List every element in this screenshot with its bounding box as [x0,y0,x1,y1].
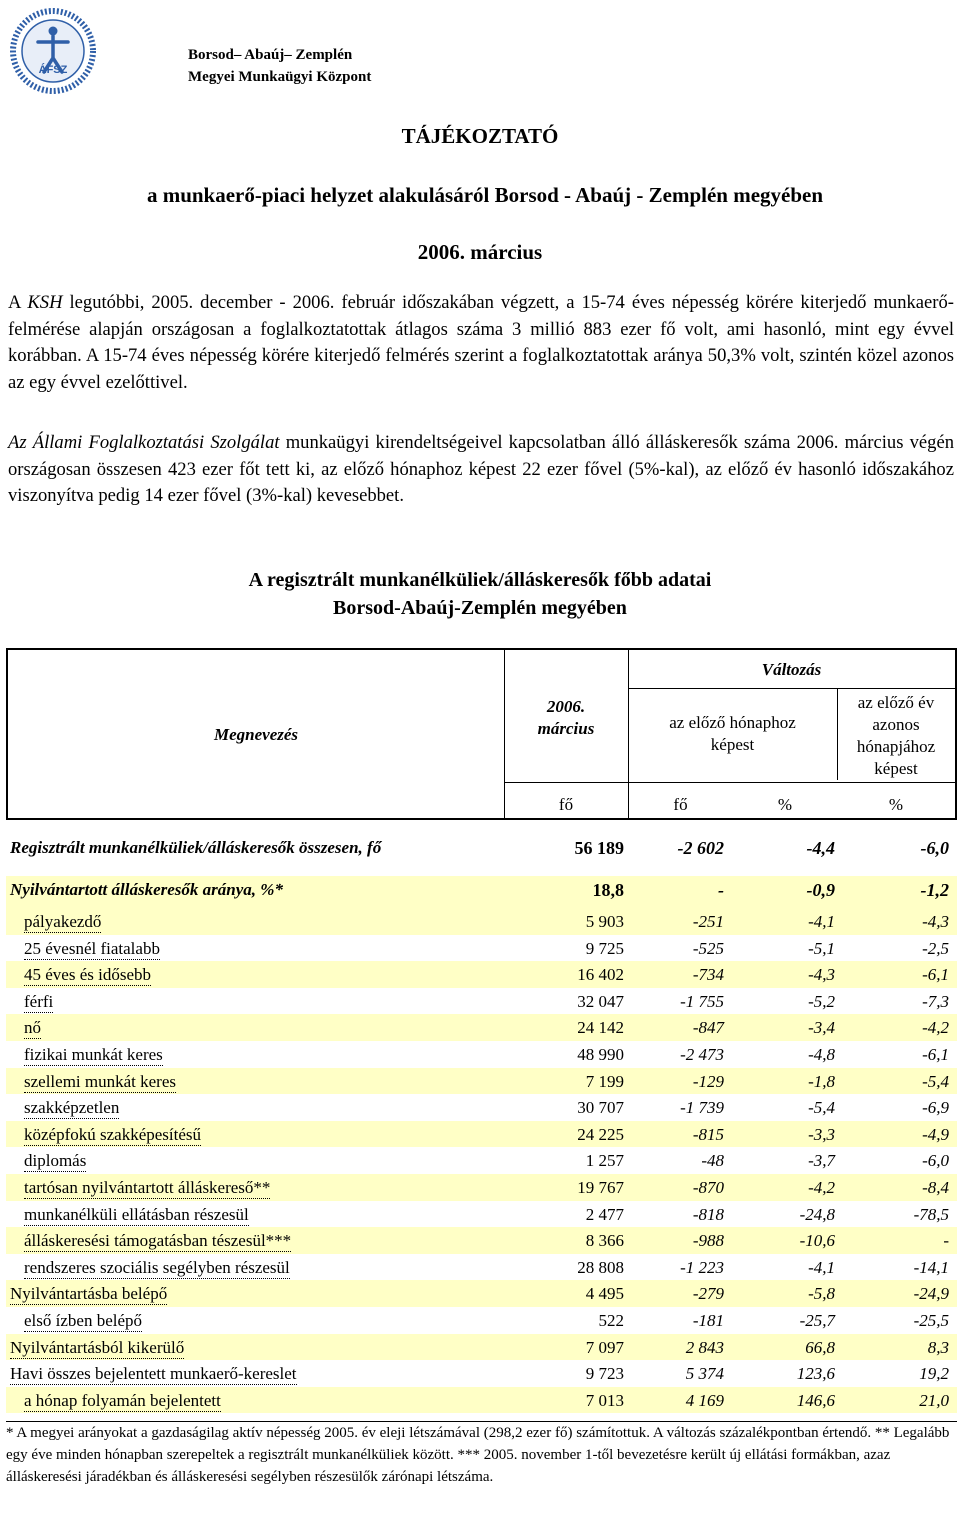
row-change-yoy: -78,5 [913,1204,949,1224]
row-value: 7 013 [585,1390,624,1410]
row-change-pct: -5,2 [808,991,835,1011]
header-prev-year-l1: az előző év [857,693,935,712]
data-table [6,648,957,1413]
row-label: tartósan nyilvántartott álláskereső** [24,1177,271,1197]
table-row [6,1280,957,1307]
row-change-pct: -5,4 [808,1098,835,1118]
org-line-1: Borsod– Abaúj– Zemplén [188,47,353,63]
footnote: * A megyei arányokat a gazdaságilag aktív népesség 2005. év eleji létszámával (298,2 ezer fő) számítottuk. A változás százalékpontban értendő. ** Legalább egy éve minden hónapban szerepeltek a regisztrált munkanélküliek között. *** 2005. november 1-től bevezetésre került új ellátási formákban, azaz álláskeresési járadékban és álláskeresési segélyben részesülők zárónapi létszáma. [6,1421,957,1488]
row-change-pct: -25,7 [799,1310,835,1330]
header-prev-month [628,712,837,756]
row-change-abs: -525 [692,938,724,958]
row-value: 16 402 [577,965,624,985]
header-period-month: március [537,719,595,738]
table-title-line-2: Borsod-Abaúj-Zemplén megyében [333,597,627,619]
row-value: 19 767 [577,1177,624,1197]
row-change-yoy: -6,1 [922,1044,949,1064]
org-name [188,44,371,88]
row-change-yoy: -6,9 [922,1098,949,1118]
table-row [6,1147,957,1174]
p1-pre: A [8,292,28,313]
row-label: Nyilvántartott álláskeresők aránya, %* [10,880,283,899]
row-change-pct: -5,8 [808,1284,835,1304]
row-change-yoy: -8,4 [922,1177,949,1197]
header-prev-year-l4: képest [874,759,918,778]
row-change-yoy: 21,0 [919,1390,949,1410]
table-row [6,1121,957,1148]
header-prev-year-l2: azonos [872,715,920,734]
row-change-abs: -1 739 [680,1098,724,1118]
row-value: 4 495 [585,1284,624,1304]
unit-2: fő [673,795,688,814]
header-period [504,696,628,740]
row-label: diplomás [24,1151,87,1171]
row-label: fizikai munkát keres [24,1044,163,1064]
row-change-abs: -818 [692,1204,724,1224]
row-label: szakképzetlen [24,1098,120,1118]
row-label: 45 éves és idősebb [24,965,152,985]
row-change-abs: -870 [692,1177,724,1197]
row-label: Nyilvántartásba belépő [10,1284,168,1304]
row-value: 28 808 [577,1257,624,1277]
p2-body: munkaügyi kirendeltségeivel kapcsolatban álló álláskeresők száma 2006. március végén országosan összesen 423 ezer főt tett ki, az előző hónaphoz képest 22 ezer fővel (5%-kal), az előző év hasonló időszakához viszonyítva pedig 14 ezer fővel (3%-kal) kevesebbet. [8,432,954,506]
header-change: Változás [761,660,822,679]
table-row [6,1094,957,1121]
row-change-pct: -24,8 [799,1204,835,1224]
p2-afsz-em: Az Állami Foglalkoztatási Szolgálat [8,432,280,453]
row-value: 2 477 [585,1204,624,1224]
row-label: Nyilvántartásból kikerülő [10,1337,185,1357]
header-divider [628,688,955,689]
doc-date: 2006. március [417,240,543,264]
row-change-abs: 5 374 [685,1364,724,1384]
doc-title: TÁJÉKOZTATÓ [401,124,559,148]
table-row [6,1174,957,1201]
table-row [6,988,957,1015]
row-change-yoy: -4,9 [922,1124,949,1144]
row-change-yoy: -1,2 [920,880,949,900]
row-change-pct: -1,8 [808,1071,835,1091]
row-label: középfokú szakképesítésű [24,1124,202,1144]
row-label: 25 évesnél fiatalabb [24,938,160,958]
row-change-yoy: -14,1 [913,1257,949,1277]
header-prev-year [837,692,955,780]
row-change-yoy: -6,0 [920,838,949,858]
row-change-pct: -4,3 [808,965,835,985]
row-change-pct: -3,3 [808,1124,835,1144]
row-label: Regisztrált munkanélküliek/álláskeresők összesen, fő [10,838,382,857]
detail-rows [6,908,957,1413]
row-change-pct: -10,6 [799,1231,835,1251]
row-change-abs: -279 [692,1284,724,1304]
table-row [6,935,957,962]
row-change-pct: -4,2 [808,1177,835,1197]
row-value: 7 199 [585,1071,624,1091]
row-change-pct: 146,6 [796,1390,835,1410]
row-change-abs: -129 [692,1071,724,1091]
row-label: a hónap folyamán bejelentett [24,1390,221,1410]
row-change-abs: - [718,880,724,900]
row-change-yoy: -2,5 [922,938,949,958]
row-label: rendszeres szociális segélyben részesül [24,1257,290,1277]
unit-4: % [888,795,904,814]
table-row [6,1068,957,1095]
row-change-abs: -1 223 [680,1257,724,1277]
table-row [6,1227,957,1254]
p1-ksh-em: KSH [27,292,63,313]
header-period-year: 2006. [546,697,586,716]
row-value: 48 990 [577,1044,624,1064]
paragraph-ksh [8,290,954,396]
table-row [6,876,957,908]
row-change-yoy: -5,4 [922,1071,949,1091]
row-change-abs: -181 [692,1310,724,1330]
header-prev-month-l2: képest [710,735,755,754]
row-change-abs: 2 843 [685,1337,724,1357]
row-change-pct: 123,6 [796,1364,835,1384]
row-value: 7 097 [585,1337,624,1357]
table-row [6,1387,957,1414]
unit-1: fő [558,795,574,814]
row-value: 56 189 [574,838,624,858]
row-label: férfi [24,991,54,1011]
p1-body: legutóbbi, 2005. december - 2006. február időszakában végzett, a 15-74 éves népesség körére kiterjedő munkaerő-felmérése alapján országosan a foglalkoztatottak átlagos száma 3 millió 883 ezer fő volt, ami hasonló, mint egy évvel korábban. A 15-74 éves népesség körére kiterjedő felmérés szerint a foglalkoztatottak aránya 50,3% volt, szintén közel azonos az egy évvel ezelőttivel. [8,292,954,393]
row-change-abs: -48 [701,1151,724,1171]
row-change-yoy: -4,3 [922,912,949,931]
row-value: 9 723 [585,1364,624,1384]
table-header [6,648,957,820]
row-change-yoy: -4,2 [922,1018,949,1038]
header-name: Megnevezés [213,725,299,744]
table-row [6,1307,957,1334]
unit-3: % [777,795,793,814]
row-change-pct: -4,1 [808,912,835,931]
table-row [6,834,957,868]
row-label: munkanélküli ellátásban részesül [24,1204,249,1224]
row-value: 24 225 [577,1124,624,1144]
row-change-abs: -1 755 [680,991,724,1011]
row-label: szellemi munkát keres [24,1071,177,1091]
table-title [0,566,960,622]
table-row [6,1254,957,1281]
row-change-pct: -4,8 [808,1044,835,1064]
table-row [6,1041,957,1068]
row-change-abs: -988 [692,1231,724,1251]
row-change-yoy: - [943,1231,949,1251]
table-row [6,1334,957,1361]
row-change-abs: -2 602 [677,838,724,858]
row-change-abs: -251 [692,912,724,931]
row-label: nő [24,1018,41,1038]
header-divider [504,782,955,783]
row-change-abs: -734 [692,965,724,985]
table-row [6,961,957,988]
row-change-pct: -5,1 [808,938,835,958]
row-value: 5 903 [585,912,624,931]
row-value: 9 725 [585,938,624,958]
row-change-yoy: -25,5 [913,1310,949,1330]
table-row [6,1201,957,1228]
row-change-abs: 4 169 [685,1390,724,1410]
row-label: álláskeresési támogatásban tészesül*** [24,1231,292,1251]
row-change-pct: -3,4 [808,1018,835,1038]
table-row [6,1014,957,1041]
row-change-abs: -847 [692,1018,724,1038]
afsz-logo [8,6,98,96]
row-label: Havi összes bejelentett munkaerő-kereslet [10,1364,297,1384]
row-change-pct: -4,4 [806,838,835,858]
row-change-yoy: -6,1 [922,965,949,985]
row-change-pct: 66,8 [805,1337,835,1357]
row-change-yoy: 8,3 [927,1337,949,1357]
header-prev-year-l3: hónapjához [856,737,936,756]
table-row [6,1360,957,1387]
org-line-2: Megyei Munkaügyi Központ [188,69,372,85]
logo-text: ÁFSZ [38,64,68,76]
table-title-line-1: A regisztrált munkanélküliek/álláskeresők főbb adatai [248,569,712,591]
row-value: 8 366 [585,1231,624,1251]
row-change-yoy: -24,9 [913,1284,949,1304]
row-label: pályakezdő [24,912,102,931]
row-change-yoy: -7,3 [922,991,949,1011]
row-value: 522 [598,1310,624,1330]
paragraph-afsz [8,430,954,510]
row-change-pct: -3,7 [808,1151,835,1171]
row-value: 30 707 [577,1098,624,1118]
doc-subtitle: a munkaerő-piaci helyzet alakulásáról Borsod - Abaúj - Zemplén megyében [146,183,824,207]
row-change-yoy: -6,0 [922,1151,949,1171]
row-change-pct: -0,9 [806,880,835,900]
row-value: 32 047 [577,991,624,1011]
table-row [6,908,957,935]
row-change-abs: -2 473 [680,1044,724,1064]
row-change-yoy: 19,2 [919,1364,949,1384]
header-prev-month-l1: az előző hónaphoz [669,713,796,732]
row-value: 24 142 [577,1018,624,1038]
row-change-pct: -4,1 [808,1257,835,1277]
row-value: 1 257 [585,1151,624,1171]
row-value: 18,8 [592,880,624,900]
row-label: első ízben belépő [24,1310,143,1330]
row-change-abs: -815 [692,1124,724,1144]
